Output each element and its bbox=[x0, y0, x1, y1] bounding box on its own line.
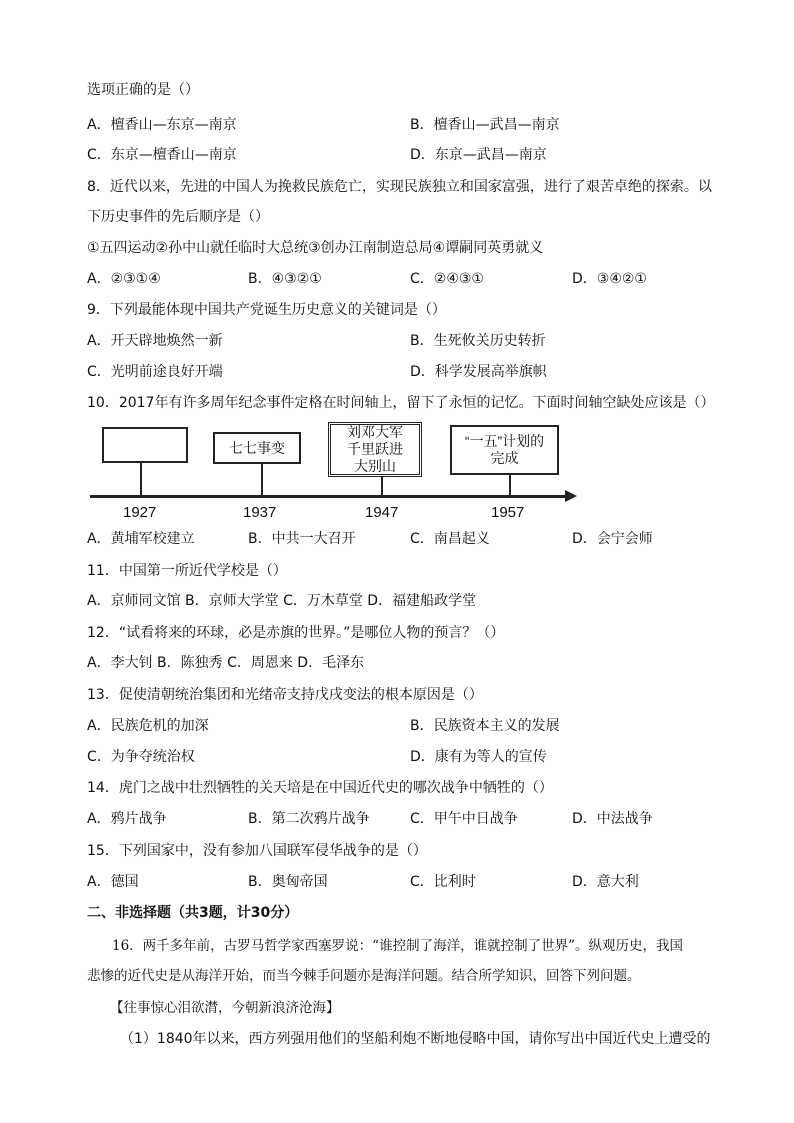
q10-option-d: D．会宁会师 bbox=[572, 531, 653, 547]
q8-option-b: B．④③②① bbox=[248, 271, 322, 287]
q7-option-d: D．东京—武昌—南京 bbox=[410, 147, 547, 163]
timeline-blank-box bbox=[102, 427, 188, 463]
q15-option-a: A．德国 bbox=[87, 874, 139, 890]
q7-option-b: B．檀香山—武昌—南京 bbox=[410, 117, 560, 133]
q16-subquestion-1: （1）1840年以来，西方列强用他们的坚船利炮不断地侵略中国，请你写出中国近代史上遭受的 bbox=[120, 1031, 711, 1047]
q13-option-d: D．康有为等人的宣传 bbox=[410, 749, 547, 765]
q10-option-c: C．南昌起义 bbox=[410, 531, 490, 547]
q7-option-c: C．东京—檀香山—南京 bbox=[87, 147, 237, 163]
timeline-box-1957-line-2: 完成 bbox=[490, 450, 519, 466]
q12-options: A．李大钊 B．陈独秀 C．周恩来 D．毛泽东 bbox=[87, 655, 365, 671]
timeline-stem-1947 bbox=[381, 477, 383, 496]
q13-option-c: C．为争夺统治权 bbox=[87, 749, 195, 765]
q14-option-c: C．甲午中日战争 bbox=[410, 811, 518, 827]
q14-option-b: B．第二次鸦片战争 bbox=[248, 811, 370, 827]
timeline-year-1937: 1937 bbox=[243, 504, 277, 521]
q14-option-a: A．鸦片战争 bbox=[87, 811, 167, 827]
q8-option-d: D．③④②① bbox=[572, 271, 647, 287]
timeline-box-1957 bbox=[450, 425, 559, 475]
q8-prompt-line-2: 下历史事件的先后顺序是（） bbox=[87, 209, 269, 225]
q11-prompt: 11．中国第一所近代学校是（） bbox=[87, 563, 287, 579]
timeline-axis bbox=[90, 495, 568, 498]
q8-option-c: C．②④③① bbox=[410, 271, 484, 287]
q16-section-heading: 【往事惊心泪欲潸，今朝新浪济沧海】 bbox=[110, 1000, 340, 1016]
timeline-box-1947-line-1: 刘邓大军 bbox=[347, 424, 403, 440]
q9-prompt: 9．下列最能体现中国共产党诞生历史意义的关键词是（） bbox=[87, 302, 446, 318]
timeline-box-1957-line-1: “一五”计划的 bbox=[464, 433, 545, 449]
timeline-arrow-icon bbox=[565, 490, 577, 502]
q16-prompt-line-2: 悲惨的近代史是从海洋开始，而当今棘手问题亦是海洋问题。结合所学知识，回答下列问题。 bbox=[87, 968, 641, 984]
q8-option-a: A．②③①④ bbox=[87, 271, 161, 287]
q9-option-a: A．开天辟地焕然一新 bbox=[87, 333, 223, 349]
q10-option-a: A．黄埔军校建立 bbox=[87, 531, 195, 547]
q15-option-b: B．奥匈帝国 bbox=[248, 874, 328, 890]
q9-option-b: B．生死攸关历史转折 bbox=[410, 333, 546, 349]
q14-prompt: 14．虎门之战中壮烈牺牲的关天培是在中国近代史的哪次战争中牺牲的（） bbox=[87, 780, 553, 796]
timeline-stem-1927 bbox=[140, 463, 142, 496]
section-2-heading: 二、非选择题（共3题，计30分） bbox=[87, 905, 299, 921]
q10-prompt: 10．2017年有许多周年纪念事件定格在时间轴上，留下了永恒的记忆。下面时间轴空缺处应该是（） bbox=[87, 395, 715, 411]
q12-prompt: 12．“试看将来的环球，必是赤旗的世界。”是哪位人物的预言？（） bbox=[87, 625, 505, 641]
timeline-year-1947: 1947 bbox=[365, 504, 399, 521]
q15-option-c: C．比利时 bbox=[410, 874, 476, 890]
q13-prompt: 13．促使清朝统治集团和光绪帝支持戊戌变法的根本原因是（） bbox=[87, 687, 483, 703]
timeline-box-1947-line-3: 大别山 bbox=[354, 458, 396, 474]
q10-option-b: B．中共一大召开 bbox=[248, 531, 356, 547]
q11-options: A．京师同文馆 B．京师大学堂 C．万木草堂 D．福建船政学堂 bbox=[87, 593, 477, 609]
q15-option-d: D．意大利 bbox=[572, 874, 639, 890]
q7-prompt-tail: 选项正确的是（） bbox=[87, 82, 199, 98]
q16-prompt-line-1: 16．两千多年前，古罗马哲学家西塞罗说：“谁控制了海洋，谁就控制了世界”。纵观历史，我国 bbox=[112, 938, 683, 954]
timeline-box-1947 bbox=[328, 422, 422, 477]
timeline-year-1957: 1957 bbox=[491, 504, 525, 521]
timeline-box-1937: 七七事变 bbox=[213, 432, 301, 464]
q13-option-b: B．民族资本主义的发展 bbox=[410, 718, 560, 734]
q9-option-d: D．科学发展高举旗帜 bbox=[410, 364, 547, 380]
timeline-stem-1937 bbox=[261, 464, 263, 496]
q7-option-a: A．檀香山—东京—南京 bbox=[87, 117, 237, 133]
q13-option-a: A．民族危机的加深 bbox=[87, 718, 209, 734]
q14-option-d: D．中法战争 bbox=[572, 811, 653, 827]
q8-events: ①五四运动②孙中山就任临时大总统③创办江南制造总局④谭嗣同英勇就义 bbox=[87, 240, 544, 256]
q8-prompt-line-1: 8．近代以来，先进的中国人为挽救民族危亡，实现民族独立和国家富强，进行了艰苦卓绝的探索。以 bbox=[87, 179, 712, 195]
timeline-figure bbox=[85, 420, 585, 525]
timeline-year-1927: 1927 bbox=[123, 504, 157, 521]
timeline-stem-1957 bbox=[509, 475, 511, 496]
q9-option-c: C．光明前途良好开端 bbox=[87, 364, 223, 380]
timeline-box-1947-line-2: 千里跃进 bbox=[347, 441, 403, 457]
q15-prompt: 15．下列国家中，没有参加八国联军侵华战争的是（） bbox=[87, 843, 427, 859]
